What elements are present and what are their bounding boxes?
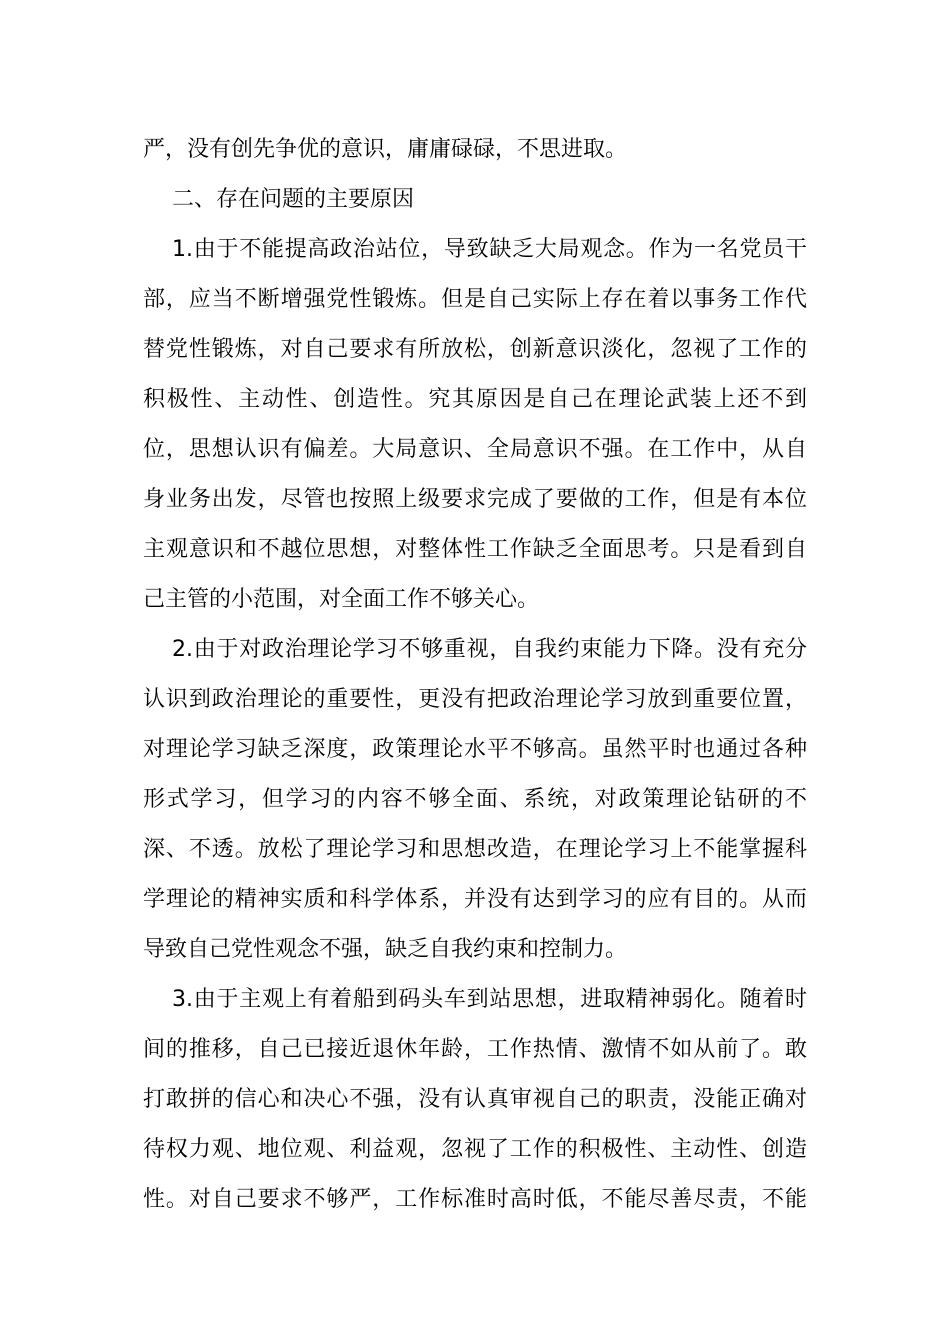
paragraph-1-line: 位，思想认识有偏差。大局意识、全局意识不强。在工作中，从自 — [143, 437, 807, 462]
paragraph-2-line: 形式学习，但学习的内容不够全面、系统，对政策理论钻研的不 — [143, 787, 807, 812]
paragraph-2-line: 学理论的精神实质和科学体系，并没有达到学习的应有目的。从而 — [143, 887, 807, 912]
paragraph-3-line: 间的推移，自己已接近退休年龄，工作热情、激情不如从前了。敢 — [143, 1037, 807, 1062]
paragraph-3-line: 3.由于主观上有着船到码头车到站思想，进取精神弱化。随着时 — [172, 987, 807, 1012]
section-heading: 二、存在问题的主要原因 — [172, 187, 415, 212]
paragraph-2-line: 对理论学习缺乏深度，政策理论水平不够高。虽然平时也通过各种 — [143, 737, 807, 762]
paragraph-3-line: 待权力观、地位观、利益观，忽视了工作的积极性、主动性、创造 — [143, 1137, 807, 1162]
paragraph-2-line: 导致自己党性观念不强，缺乏自我约束和控制力。 — [143, 937, 628, 962]
paragraph-1-line: 己主管的小范围，对全面工作不够关心。 — [143, 587, 540, 612]
paragraph-3-line: 打敢拼的信心和决心不强，没有认真审视自己的职责，没能正确对 — [143, 1087, 807, 1112]
paragraph-1-line: 身业务出发，尽管也按照上级要求完成了要做的工作，但是有本位 — [143, 487, 807, 512]
paragraph-1-line: 替党性锻炼，对自己要求有所放松，创新意识淡化，忽视了工作的 — [143, 337, 807, 362]
paragraph-1-line: 1.由于不能提高政治站位，导致缺乏大局观念。作为一名党员干 — [172, 237, 807, 262]
paragraph-1-line: 部，应当不断增强党性锻炼。但是自己实际上存在着以事务工作代 — [143, 287, 807, 312]
paragraph-1-line: 主观意识和不越位思想，对整体性工作缺乏全面思考。只是看到自 — [143, 537, 807, 562]
paragraph-3-line: 性。对自己要求不够严，工作标准时高时低，不能尽善尽责，不能 — [143, 1187, 807, 1212]
text-line: 严，没有创先争优的意识，庸庸碌碌，不思进取。 — [143, 137, 628, 162]
paragraph-2-line: 认识到政治理论的重要性，更没有把政治理论学习放到重要位置， — [143, 687, 807, 712]
paragraph-2-line: 深、不透。放松了理论学习和思想改造，在理论学习上不能掌握科 — [143, 837, 807, 862]
paragraph-2-line: 2.由于对政治理论学习不够重视，自我约束能力下降。没有充分 — [172, 637, 807, 662]
paragraph-1-line: 积极性、主动性、创造性。究其原因是自己在理论武装上还不到 — [143, 387, 807, 412]
